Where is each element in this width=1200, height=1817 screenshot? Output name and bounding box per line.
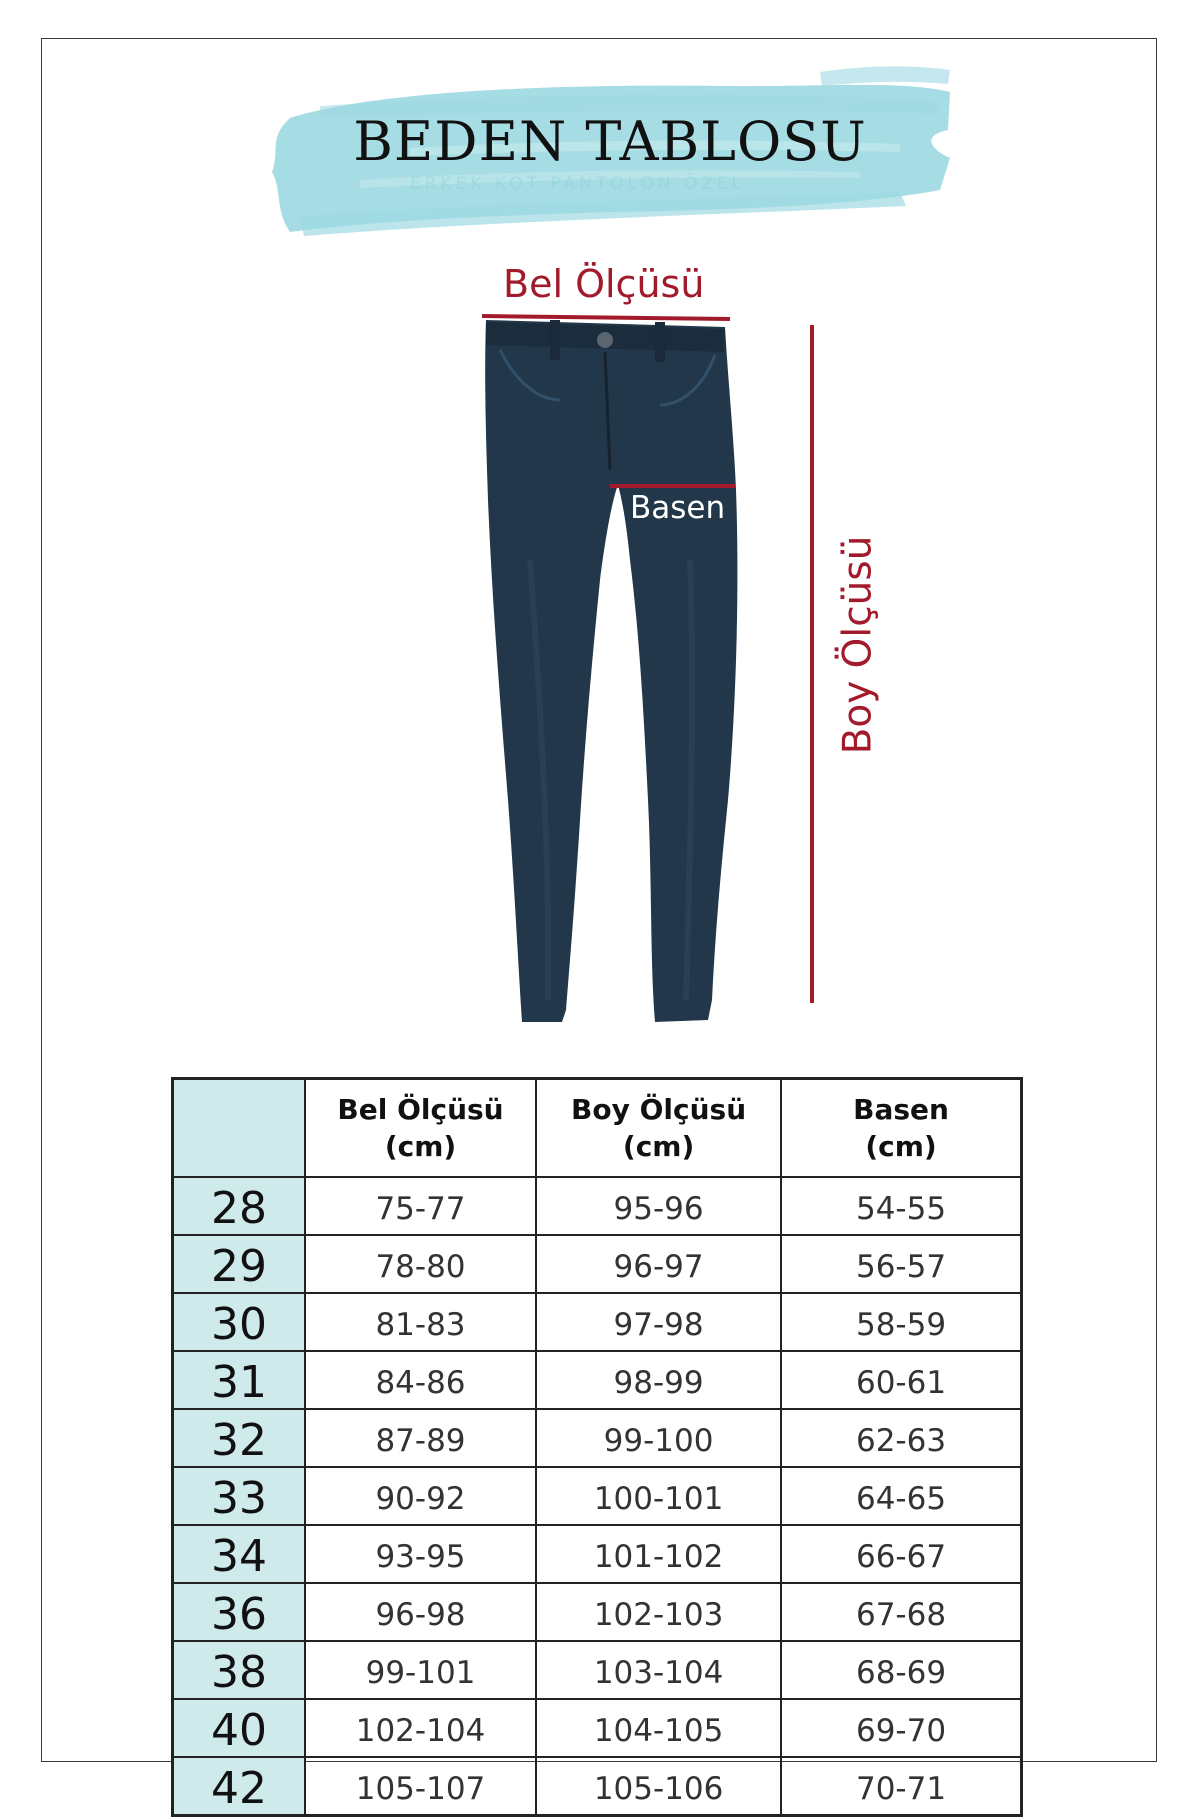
basen-cell: 62-63 bbox=[781, 1409, 1021, 1467]
bel-cell: 102-104 bbox=[305, 1699, 536, 1757]
size-cell: 31 bbox=[173, 1351, 305, 1409]
bel-cell: 75-77 bbox=[305, 1177, 536, 1235]
table-row bbox=[173, 1467, 1022, 1525]
size-cell: 28 bbox=[173, 1177, 305, 1235]
size-cell: 29 bbox=[173, 1235, 305, 1293]
bel-cell: 78-80 bbox=[305, 1235, 536, 1293]
bel-cell: 87-89 bbox=[305, 1409, 536, 1467]
bel-cell: 93-95 bbox=[305, 1525, 536, 1583]
bel-cell: 96-98 bbox=[305, 1583, 536, 1641]
header-bel-label: Bel Ölçüsü (cm) bbox=[337, 1092, 504, 1163]
table-row bbox=[173, 1177, 1022, 1235]
boy-cell: 104-105 bbox=[536, 1699, 781, 1757]
basen-cell: 66-67 bbox=[781, 1525, 1021, 1583]
size-cell: 30 bbox=[173, 1293, 305, 1351]
basen-cell: 68-69 bbox=[781, 1641, 1021, 1699]
table-row bbox=[173, 1351, 1022, 1409]
size-cell: 36 bbox=[173, 1583, 305, 1641]
basen-cell: 69-70 bbox=[781, 1699, 1021, 1757]
waist-measure-line bbox=[482, 316, 730, 319]
boy-cell: 99-100 bbox=[536, 1409, 781, 1467]
table-row bbox=[173, 1525, 1022, 1583]
table-row bbox=[173, 1293, 1022, 1351]
table-row bbox=[173, 1641, 1022, 1699]
table-row bbox=[173, 1583, 1022, 1641]
boy-cell: 96-97 bbox=[536, 1235, 781, 1293]
waist-label: Bel Ölçüsü bbox=[503, 262, 705, 306]
basen-cell: 70-71 bbox=[781, 1757, 1021, 1816]
table-header-row bbox=[173, 1079, 1022, 1177]
length-label: Boy Ölçüsü bbox=[835, 535, 881, 755]
size-cell: 34 bbox=[173, 1525, 305, 1583]
bel-cell: 105-107 bbox=[305, 1757, 536, 1816]
size-cell: 42 bbox=[173, 1757, 305, 1816]
bel-cell: 84-86 bbox=[305, 1351, 536, 1409]
basen-cell: 64-65 bbox=[781, 1467, 1021, 1525]
basen-cell: 67-68 bbox=[781, 1583, 1021, 1641]
header-basen bbox=[781, 1079, 1021, 1177]
page-title: BEDEN TABLOSU bbox=[353, 110, 867, 173]
size-cell: 40 bbox=[173, 1699, 305, 1757]
header-basen-label: Basen (cm) bbox=[853, 1092, 949, 1163]
table-row bbox=[173, 1235, 1022, 1293]
table-row bbox=[173, 1757, 1022, 1816]
jeans-icon bbox=[485, 320, 737, 1022]
boy-cell: 100-101 bbox=[536, 1467, 781, 1525]
basen-cell: 58-59 bbox=[781, 1293, 1021, 1351]
bel-cell: 99-101 bbox=[305, 1641, 536, 1699]
size-table bbox=[171, 1077, 1023, 1817]
basen-cell: 56-57 bbox=[781, 1235, 1021, 1293]
basen-cell: 54-55 bbox=[781, 1177, 1021, 1235]
header-bel bbox=[305, 1079, 536, 1177]
table-row bbox=[173, 1409, 1022, 1467]
size-cell: 33 bbox=[173, 1467, 305, 1525]
boy-cell: 97-98 bbox=[536, 1293, 781, 1351]
boy-cell: 98-99 bbox=[536, 1351, 781, 1409]
boy-cell: 105-106 bbox=[536, 1757, 781, 1816]
boy-cell: 95-96 bbox=[536, 1177, 781, 1235]
header-boy bbox=[536, 1079, 781, 1177]
subtitle-watermark: ERKEK KOT PANTOLON ÖZEL bbox=[410, 174, 746, 194]
boy-cell: 101-102 bbox=[536, 1525, 781, 1583]
boy-cell: 102-103 bbox=[536, 1583, 781, 1641]
table-row bbox=[173, 1699, 1022, 1757]
bel-cell: 90-92 bbox=[305, 1467, 536, 1525]
size-cell: 38 bbox=[173, 1641, 305, 1699]
boy-cell: 103-104 bbox=[536, 1641, 781, 1699]
basen-cell: 60-61 bbox=[781, 1351, 1021, 1409]
bel-cell: 81-83 bbox=[305, 1293, 536, 1351]
size-cell: 32 bbox=[173, 1409, 305, 1467]
header-boy-label: Boy Ölçüsü (cm) bbox=[571, 1092, 747, 1163]
hip-label: Basen bbox=[630, 490, 726, 526]
table-corner-cell bbox=[173, 1079, 305, 1177]
